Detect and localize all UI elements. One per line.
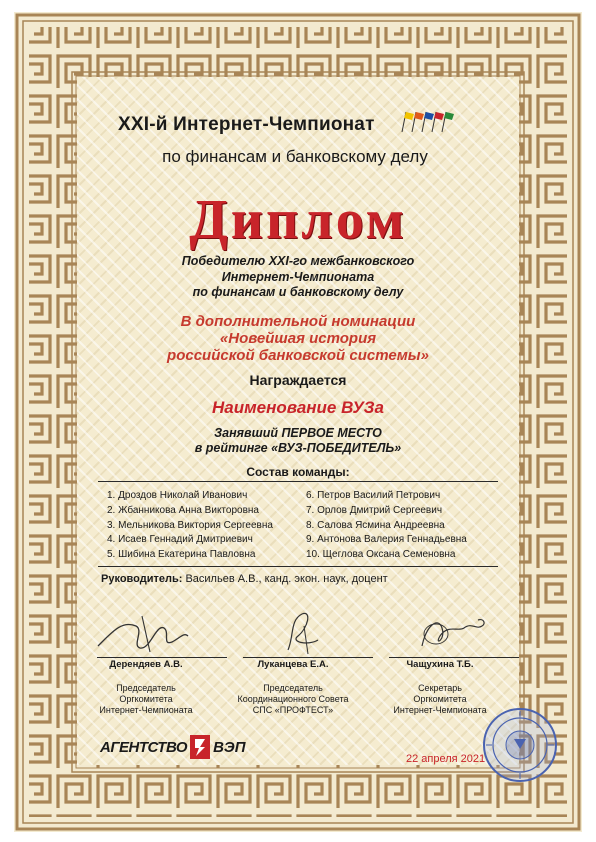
role-line: Председатель xyxy=(263,683,323,693)
team-member: 7. Орлов Дмитрий Сергеевич xyxy=(306,504,443,516)
nomination-line: «Новейшая история xyxy=(219,330,377,347)
divider xyxy=(98,481,498,482)
leader-value: Васильев А.В., канд. экон. наук, доцент xyxy=(182,573,388,585)
team-member: 3. Мельникова Виктория Сергеевна xyxy=(107,519,273,531)
role-line: Секретарь xyxy=(418,683,462,693)
logo-emblem-icon xyxy=(190,735,210,759)
role-line: Председатель xyxy=(116,683,176,693)
diploma-heading: Диплом xyxy=(189,189,407,251)
role-line: Оргкомитета xyxy=(119,694,173,704)
awarded-label: Награждается xyxy=(249,372,347,388)
team-member: 6. Петров Василий Петрович xyxy=(306,490,441,501)
team-member: 4. Исаев Геннадий Дмитриевич xyxy=(107,534,253,546)
signatory-name: Чащухина Т.Б. xyxy=(406,659,474,670)
signature-3-image xyxy=(412,606,492,658)
championship-subtitle: по финансам и банковскому делу xyxy=(162,147,428,166)
place-description xyxy=(100,426,496,456)
winner-line: по финансам и банковскому делу xyxy=(192,285,404,299)
signatory-role xyxy=(61,683,231,716)
nomination xyxy=(100,313,496,364)
nomination-line: В дополнительной номинации xyxy=(180,313,416,330)
leader-label: Руководитель: xyxy=(101,573,183,585)
signature-line xyxy=(243,657,373,658)
winner-line: Победителю XXI-го межбанковского xyxy=(181,254,415,268)
agency-logo xyxy=(100,735,246,759)
signature-2-image xyxy=(268,606,338,658)
team-member: 10. Щеглова Оксана Семеновна xyxy=(306,549,456,561)
team-member: 9. Антонова Валерия Геннадьевна xyxy=(306,534,467,546)
role-line: Интернет-Чемпионата xyxy=(99,705,193,715)
divider xyxy=(98,566,498,567)
stamp-seal-image xyxy=(480,705,560,785)
team-title: Состав команды: xyxy=(246,465,350,479)
team-leader xyxy=(101,573,388,585)
role-line: Оргкомитета xyxy=(413,694,467,704)
flags-logo-icon xyxy=(400,108,458,134)
winner-line: Интернет-Чемпионата xyxy=(221,269,375,284)
team-member: 1. Дроздов Николай Иванович xyxy=(107,490,248,501)
signatory-role xyxy=(208,683,378,716)
signature-line xyxy=(389,657,519,658)
team-member: 5. Шибина Екатерина Павловна xyxy=(107,549,256,561)
signatory-name: Дерендяев А.В. xyxy=(109,659,183,670)
role-line: СПС «ПРОФТЕСТ» xyxy=(252,705,334,715)
winner-description xyxy=(100,254,496,301)
team-member: 8. Салова Ясмина Андреевна xyxy=(306,519,445,531)
place-line: в рейтинге «ВУЗ-ПОБЕДИТЕЛЬ» xyxy=(194,441,402,455)
signatory-name: Луканцева Е.А. xyxy=(257,659,329,670)
logo-text-left: АГЕНТСТВО xyxy=(100,738,188,756)
signature-line xyxy=(97,657,227,658)
team-member: 2. Жбанникова Анна Викторовна xyxy=(107,504,259,516)
championship-title: XXI-й Интернет-Чемпионат xyxy=(118,114,375,135)
nomination-line: российской банковской системы» xyxy=(167,347,429,364)
role-line: Координационного Совета xyxy=(237,694,349,704)
place-line: Занявший ПЕРВОЕ МЕСТО xyxy=(214,426,382,440)
signature-1-image xyxy=(92,612,192,658)
issue-date: 22 апреля 2021 xyxy=(406,753,486,765)
recipient-name: Наименование ВУЗа xyxy=(211,398,384,417)
team-list-left xyxy=(107,489,273,563)
logo-text-right: ВЭП xyxy=(213,738,246,756)
role-line: Интернет-Чемпионата xyxy=(393,705,487,715)
team-list-right xyxy=(306,489,467,563)
